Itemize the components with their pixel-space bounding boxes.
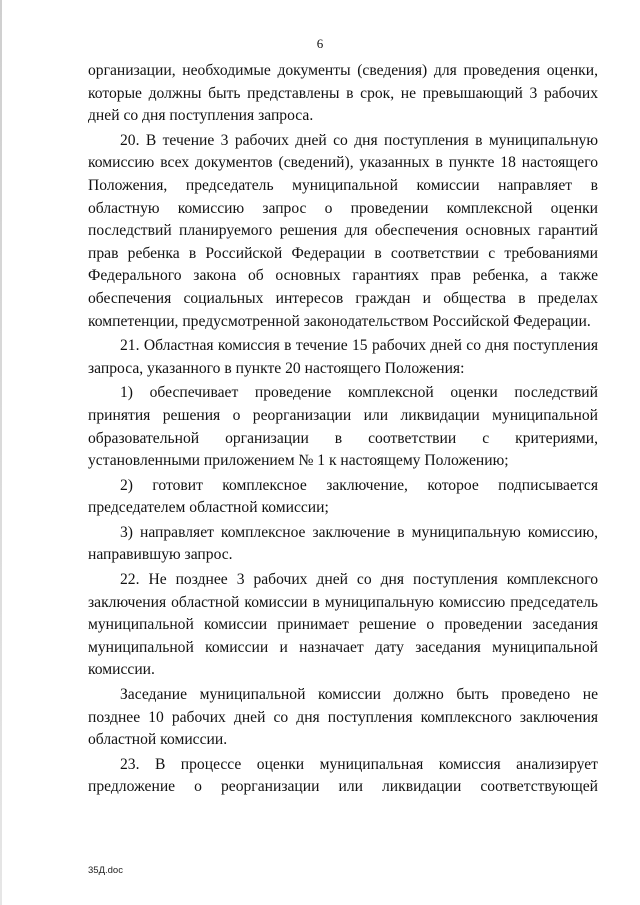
paragraph: 2) готовит комплексное заключение, которое подписывается председателем областной комиссии; [88,476,598,517]
paragraph: 23. В процессе оценки муниципальная комиссия анализирует предложение о реорганизации или ликвидации соответствующей [88,755,598,796]
paragraph: организации, необходимые документы (сведения) для проведения оценки, которые должны быть представлены в срок, не превышающий 3 рабочих дней со дня поступления запроса. [88,62,598,125]
paragraph: 1) обеспечивает проведение комплексной оценки последствий принятия решения о реорганизации или ликвидации муниципальной образовательной организации в соответствии с критериями, установленными приложением № 1 к настоящему Положению; [88,384,598,470]
file-name-footer: 35Д.doc [88,865,123,876]
page-number: 6 [316,36,324,51]
paragraph: 22. Не позднее 3 рабочих дней со дня поступления комплексного заключения областной комиссии в муниципальную комиссию председатель муниципальной комиссии принимает решение о проведении заседания муниципальной комиссии и назначает дату заседания муниципальной комиссии. [88,571,598,679]
paragraph: Заседание муниципальной комиссии должно быть проведено не позднее 10 рабочих дней со дня поступления комплексного заключения областной комиссии. [88,686,598,749]
paragraph: 21. Областная комиссия в течение 15 рабочих дней со дня поступления запроса, указанного в пункте 20 настоящего Положения: [88,337,598,377]
paragraph: 20. В течение 3 рабочих дней со дня поступления в муниципальную комиссию всех документов (сведений), указанных в пункте 18 настоящего Положения, председатель муниципальной комиссии направляет в областную комиссию запрос о проведении комплексной оценки последствий планируемого решения для обеспечения основных гарантий прав ребенка в Российской Федерации в соответствии с требованиями Федерального закона об основных гарантиях прав ребенка, а также обеспечения социальных интересов граждан и общества в пределах компетенции, предусмотренной законодательством Российской Федерации. [88,131,598,330]
paragraph: 3) направляет комплексное заключение в муниципальную комиссию, направившую запрос. [88,523,598,564]
document-body [88,60,598,799]
